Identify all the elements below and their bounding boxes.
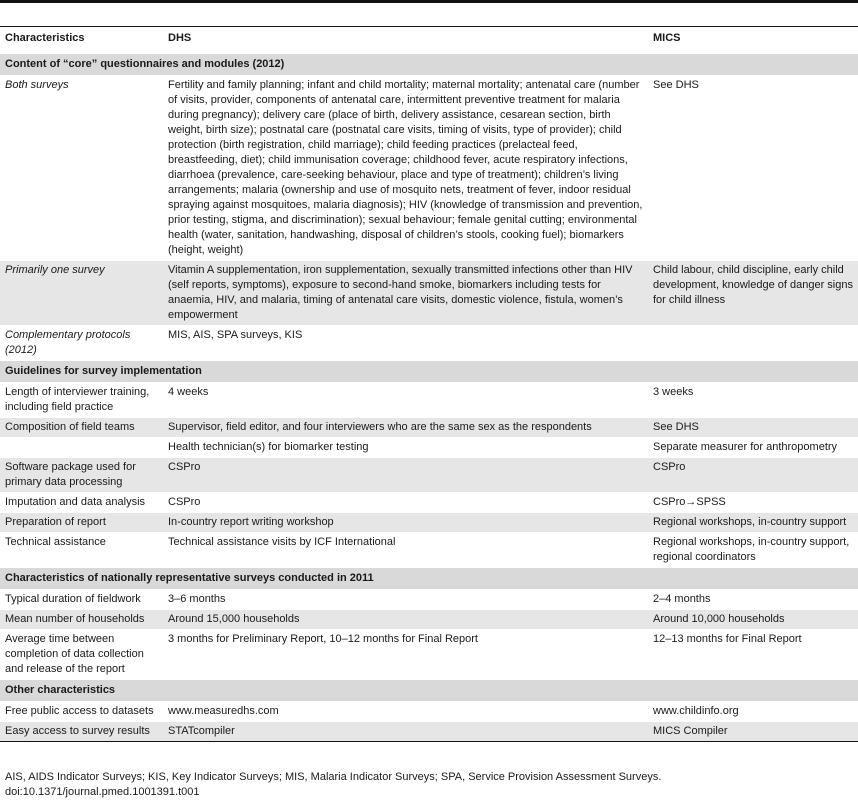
dhs-cell: CSPro bbox=[163, 493, 648, 513]
row-label: Mean number of households bbox=[0, 610, 163, 630]
mics-cell: CSPro bbox=[648, 458, 858, 493]
section-title: Content of “core” questionnaires and modules (2012) bbox=[0, 54, 858, 76]
mics-cell: Separate measurer for anthropometry bbox=[648, 438, 858, 458]
table-row bbox=[0, 438, 858, 458]
table-row bbox=[0, 383, 858, 418]
dhs-cell: 4 weeks bbox=[163, 383, 648, 418]
row-label: Typical duration of fieldwork bbox=[0, 590, 163, 610]
section-row bbox=[0, 54, 858, 76]
dhs-cell: MIS, AIS, SPA surveys, KIS bbox=[163, 326, 648, 361]
mics-cell bbox=[648, 326, 858, 361]
table-row bbox=[0, 702, 858, 722]
row-label: Both surveys bbox=[0, 76, 163, 261]
dhs-cell: In-country report writing workshop bbox=[163, 513, 648, 533]
mics-cell: See DHS bbox=[648, 76, 858, 261]
row-label: Complementary protocols (2012) bbox=[0, 326, 163, 361]
table-row bbox=[0, 533, 858, 568]
section-row bbox=[0, 361, 858, 383]
section-title: Guidelines for survey implementation bbox=[0, 361, 858, 383]
dhs-cell: STATcompiler bbox=[163, 722, 648, 742]
table-row bbox=[0, 458, 858, 493]
table-row bbox=[0, 722, 858, 742]
row-label: Composition of field teams bbox=[0, 418, 163, 438]
dhs-cell: Health technician(s) for biomarker testing bbox=[163, 438, 648, 458]
table-row bbox=[0, 513, 858, 533]
dhs-cell: 3 months for Preliminary Report, 10–12 months for Final Report bbox=[163, 630, 648, 680]
dhs-cell: Vitamin A supplementation, iron supplementation, sexually transmitted infections other than HIV (self reports, symptoms), exposure to second-hand smoke, biomarkers including tests for anaemia, HIV, and malaria, timing of antenatal care visits, domestic violence, fistula, women’s empowerment bbox=[163, 261, 648, 326]
row-label: Average time between completion of data collection and release of the report bbox=[0, 630, 163, 680]
section-title: Characteristics of nationally representative surveys conducted in 2011 bbox=[0, 568, 858, 590]
mics-cell: 12–13 months for Final Report bbox=[648, 630, 858, 680]
row-label: Free public access to datasets bbox=[0, 702, 163, 722]
row-label: Primarily one survey bbox=[0, 261, 163, 326]
dhs-cell: 3–6 months bbox=[163, 590, 648, 610]
row-label: Preparation of report bbox=[0, 513, 163, 533]
row-label bbox=[0, 438, 163, 458]
mics-cell: Regional workshops, in-country support bbox=[648, 513, 858, 533]
table-row bbox=[0, 493, 858, 513]
dhs-cell: CSPro bbox=[163, 458, 648, 493]
dhs-cell: www.measuredhs.com bbox=[163, 702, 648, 722]
dhs-cell: Technical assistance visits by ICF International bbox=[163, 533, 648, 568]
row-label: Software package used for primary data processing bbox=[0, 458, 163, 493]
row-label: Length of interviewer training, including field practice bbox=[0, 383, 163, 418]
row-label: Imputation and data analysis bbox=[0, 493, 163, 513]
comparison-table bbox=[0, 26, 858, 742]
dhs-cell: Supervisor, field editor, and four interviewers who are the same sex as the respondents bbox=[163, 418, 648, 438]
table-row bbox=[0, 76, 858, 261]
table-footnote bbox=[5, 770, 661, 800]
header-characteristics: Characteristics bbox=[5, 32, 85, 44]
row-label: Technical assistance bbox=[0, 533, 163, 568]
mics-cell: 2–4 months bbox=[648, 590, 858, 610]
mics-cell: Regional workshops, in-country support, regional coordinators bbox=[648, 533, 858, 568]
mics-cell: 3 weeks bbox=[648, 383, 858, 418]
section-row bbox=[0, 568, 858, 590]
table-row bbox=[0, 630, 858, 680]
mics-cell: See DHS bbox=[648, 418, 858, 438]
table-row bbox=[0, 326, 858, 361]
doi-text: doi:10.1371/journal.pmed.1001391.t001 bbox=[5, 786, 200, 798]
mics-cell: Child labour, child discipline, early child development, knowledge of danger signs for child illness bbox=[648, 261, 858, 326]
table-row bbox=[0, 610, 858, 630]
header-mics: MICS bbox=[653, 32, 681, 44]
section-title: Other characteristics bbox=[0, 680, 858, 702]
mics-cell: www.childinfo.org bbox=[648, 702, 858, 722]
table-row bbox=[0, 261, 858, 326]
top-rule bbox=[0, 0, 858, 3]
mics-cell: CSPro→SPSS bbox=[648, 493, 858, 513]
abbreviations-note: AIS, AIDS Indicator Surveys; KIS, Key Indicator Surveys; MIS, Malaria Indicator Surveys; SPA, Service Provision Assessment Surveys. bbox=[5, 771, 662, 783]
dhs-cell: Around 15,000 households bbox=[163, 610, 648, 630]
mics-cell: MICS Compiler bbox=[648, 722, 858, 742]
mics-cell: Around 10,000 households bbox=[648, 610, 858, 630]
dhs-cell: Fertility and family planning; infant and child mortality; maternal mortality; antenatal care (number of visits, provider, components of antenatal care, intermittent preventive treatment for malaria during pregnancy); delivery care (place of birth, delivery assistance, cesarean section, birth weight, birth size); postnatal care (postnatal care visits, timing of visits, type of provider); child protection (birth registration, child marriage); child feeding practices (prelacteal feed, breastfeeding, diet); child immunisation coverage; childhood fever, acute respiratory infections, diarrhoea (prevalence, care-seeking behaviour, place and type of treatment); children’s living arrangements; malaria (ownership and use of mosquito nets, treatment of fever, indoor residual spraying against mosquitoes, malaria diagnosis); HIV (knowledge of transmission and prevention, prior testing, stigma, and discrimination); sexual behaviour; female genital cutting; environmental health (water, sanitation, handwashing, disposal of children’s stools, cooking fuel); biomarkers (height, weight) bbox=[163, 76, 648, 261]
table-row bbox=[0, 590, 858, 610]
header-dhs: DHS bbox=[168, 32, 192, 44]
table-row bbox=[0, 418, 858, 438]
section-row bbox=[0, 680, 858, 702]
header-row bbox=[0, 27, 858, 54]
row-label: Easy access to survey results bbox=[0, 722, 163, 742]
